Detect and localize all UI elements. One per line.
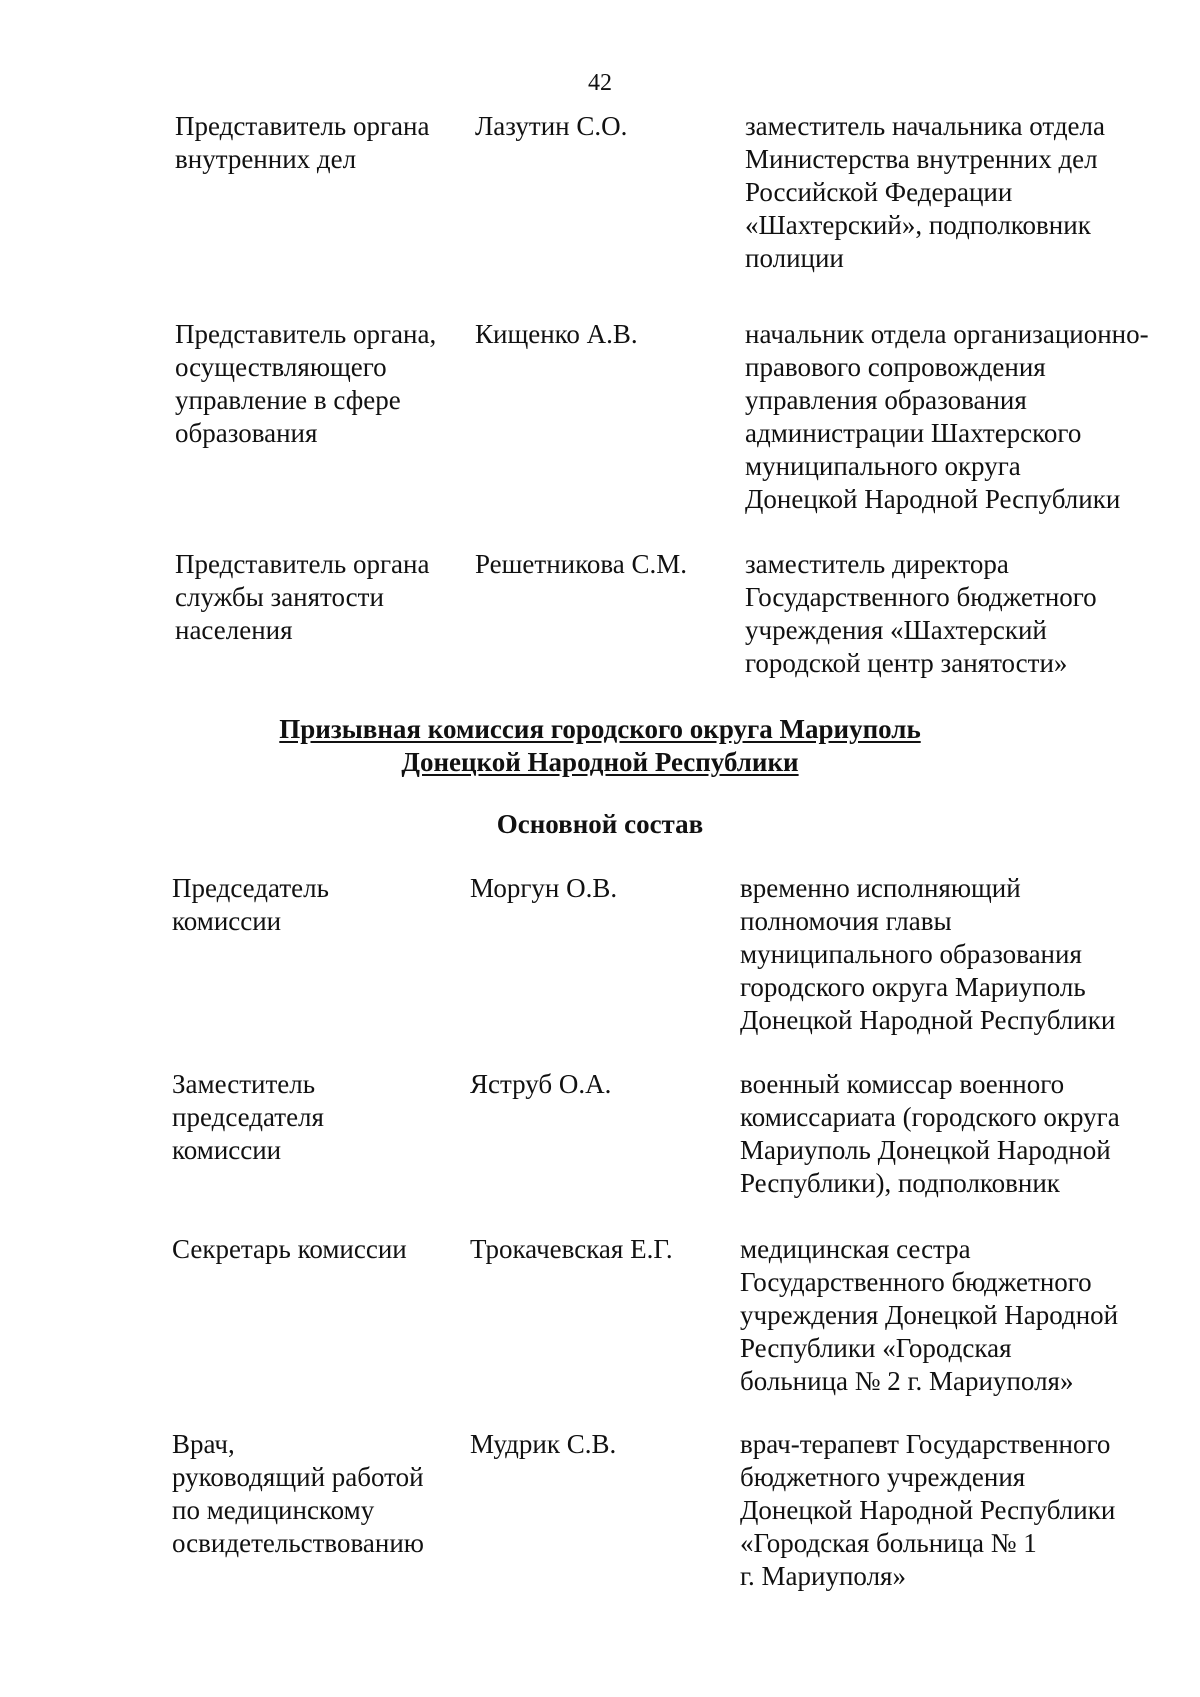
member-description: временно исполняющий полномочия главы муниципального образования городского округа Мариуполь Донецкой Народной Республики	[740, 873, 1116, 1035]
member-name: Лазутин С.О.	[475, 111, 628, 141]
member-description: начальник отдела организационно- правового сопровождения управления образования администрации Шахтерского муниципального округа Донецкой Народной Республики	[745, 319, 1149, 514]
member-name: Трокачевская Е.Г.	[470, 1234, 673, 1264]
member-role: Председатель комиссии	[172, 873, 329, 936]
page-number: 42	[588, 70, 612, 96]
member-role: Представитель органа внутренних дел	[175, 111, 430, 174]
member-description: врач-терапевт Государственного бюджетного учреждения Донецкой Народной Республики «Городская больница № 1 г. Мариуполя»	[740, 1429, 1116, 1591]
member-role: Врач, руководящий работой по медицинскому освидетельствованию	[172, 1429, 424, 1558]
member-description: заместитель директора Государственного бюджетного учреждения «Шахтерский городской центр занятости»	[745, 549, 1097, 678]
member-role: Представитель органа, осуществляющего управление в сфере образования	[175, 319, 437, 448]
member-description: заместитель начальника отдела Министерства внутренних дел Российской Федерации «Шахтерский», подполковник полиции	[745, 111, 1105, 273]
member-role: Секретарь комиссии	[172, 1234, 407, 1264]
member-name: Решетникова С.М.	[475, 549, 688, 579]
member-description: медицинская сестра Государственного бюджетного учреждения Донецкой Народной Республики «Городская больница № 2 г. Мариуполя»	[740, 1234, 1119, 1396]
member-name: Кищенко А.В.	[475, 319, 638, 349]
member-name: Мудрик С.В.	[470, 1429, 617, 1459]
member-role: Представитель органа службы занятости населения	[175, 549, 430, 645]
member-description: военный комиссар военного комиссариата (городского округа Мариуполь Донецкой Народной Республики), подполковник	[740, 1069, 1120, 1198]
member-name: Яструб О.А.	[470, 1069, 612, 1099]
commission-subtitle: Основной состав	[496, 809, 704, 839]
commission-title-line1: Призывная комиссия городского округа Мариуполь	[279, 714, 921, 744]
commission-title-line2: Донецкой Народной Республики	[401, 747, 799, 777]
member-name: Моргун О.В.	[470, 873, 618, 903]
member-role: Заместитель председателя комиссии	[172, 1069, 324, 1165]
